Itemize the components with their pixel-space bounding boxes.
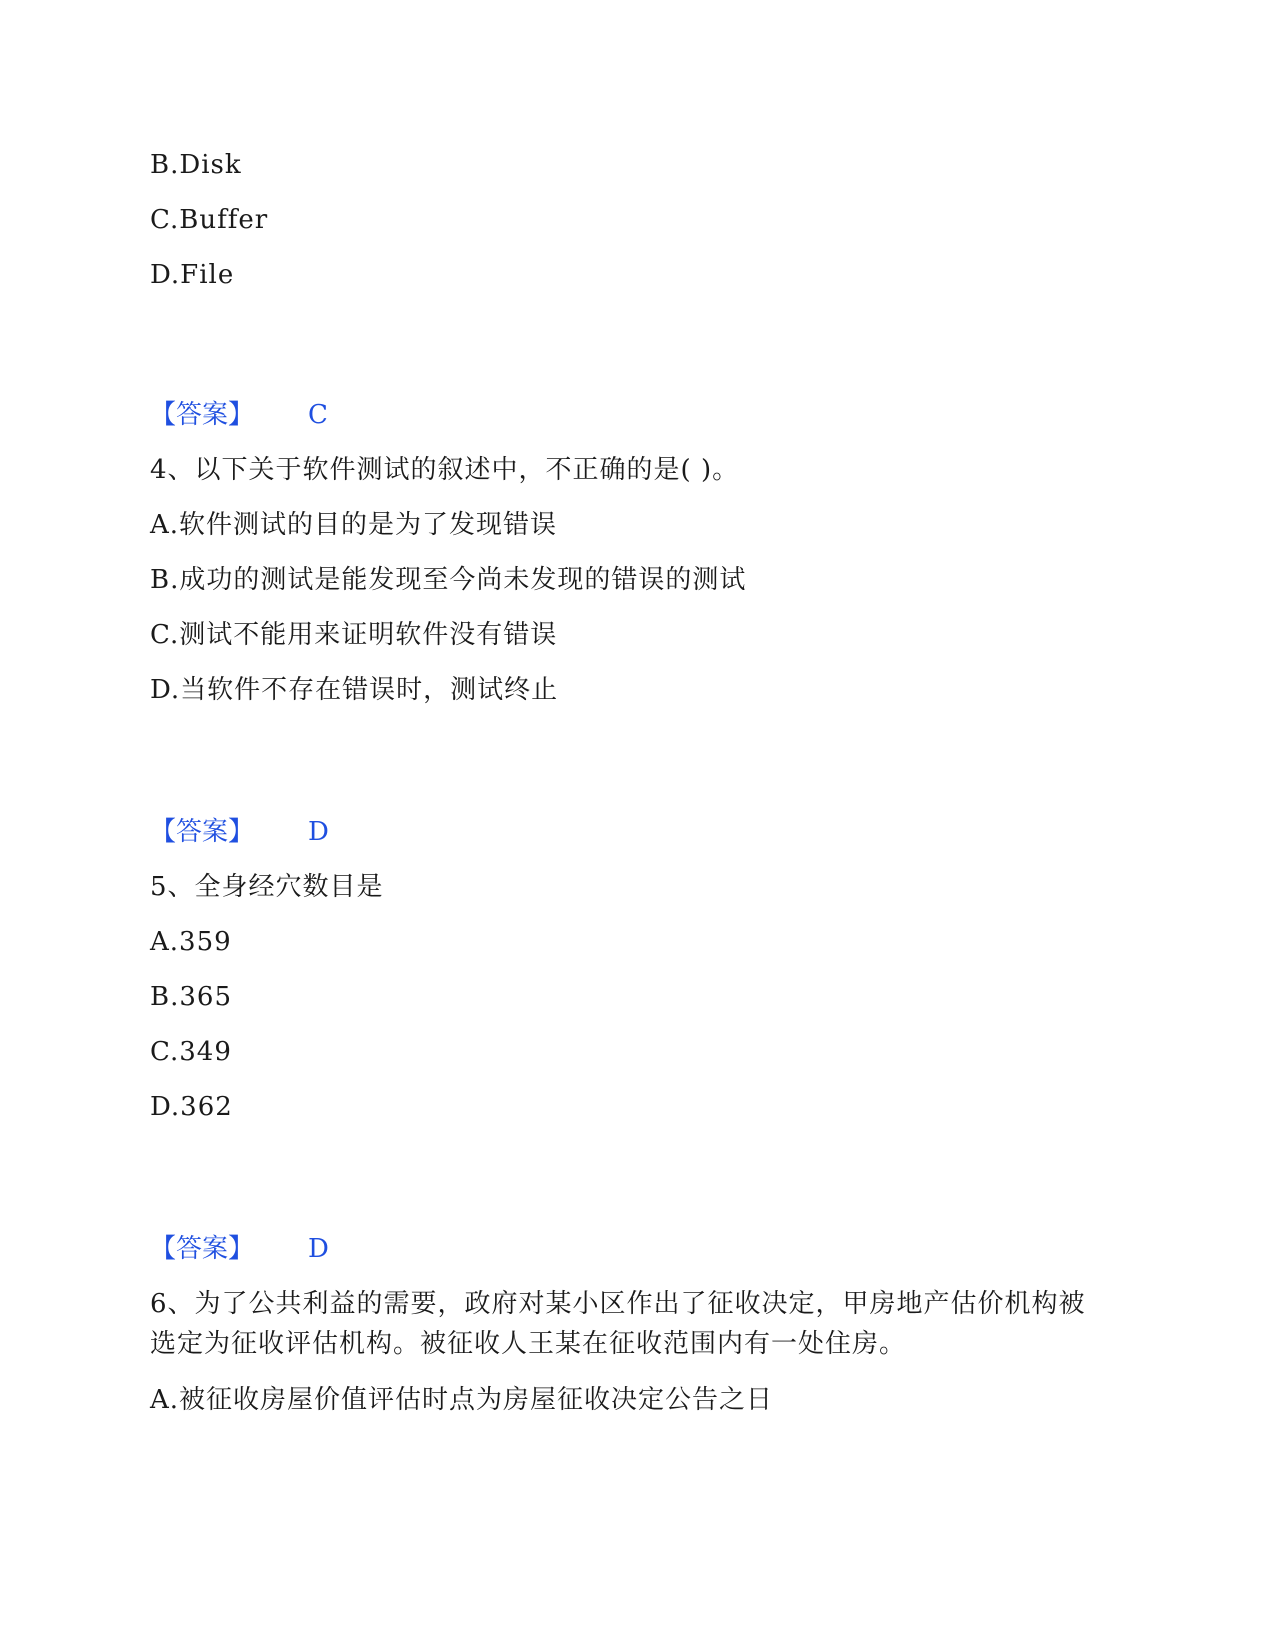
q3-answer-label: 【答案】 <box>150 400 255 430</box>
q3-answer-value: C <box>308 400 328 430</box>
q5-answer <box>150 1234 329 1264</box>
q4-answer-value: D <box>308 817 329 847</box>
q6-question: 6、为了公共利益的需要，政府对某小区作出了征收决定，甲房地产估价机构被选定为征收评估机构。被征收人王某在征收范围内有一处住房。 <box>150 1289 1086 1359</box>
q3-option-b: B.Disk <box>150 150 242 180</box>
q4-answer <box>150 817 329 847</box>
q4-option-c: C.测试不能用来证明软件没有错误 <box>150 620 558 650</box>
q5-answer-label: 【答案】 <box>150 1234 255 1264</box>
q4-option-b: B.成功的测试是能发现至今尚未发现的错误的测试 <box>150 565 747 595</box>
q6-option-a: A.被征收房屋价值评估时点为房屋征收决定公告之日 <box>150 1385 774 1415</box>
q3-answer <box>150 400 328 430</box>
q5-question: 5、全身经穴数目是 <box>150 872 384 902</box>
q5-answer-value: D <box>308 1234 329 1264</box>
q4-option-d: D.当软件不存在错误时，测试终止 <box>150 675 559 705</box>
q5-option-a: A.359 <box>150 927 232 957</box>
q5-option-b: B.365 <box>150 982 232 1012</box>
q4-question: 4、以下关于软件测试的叙述中，不正确的是( )。 <box>150 455 740 485</box>
q4-answer-label: 【答案】 <box>150 817 255 847</box>
q5-option-d: D.362 <box>150 1092 233 1122</box>
q4-option-a: A.软件测试的目的是为了发现错误 <box>150 510 558 540</box>
q3-option-d: D.File <box>150 260 235 290</box>
q3-option-c: C.Buffer <box>150 205 269 235</box>
q5-option-c: C.349 <box>150 1037 232 1067</box>
